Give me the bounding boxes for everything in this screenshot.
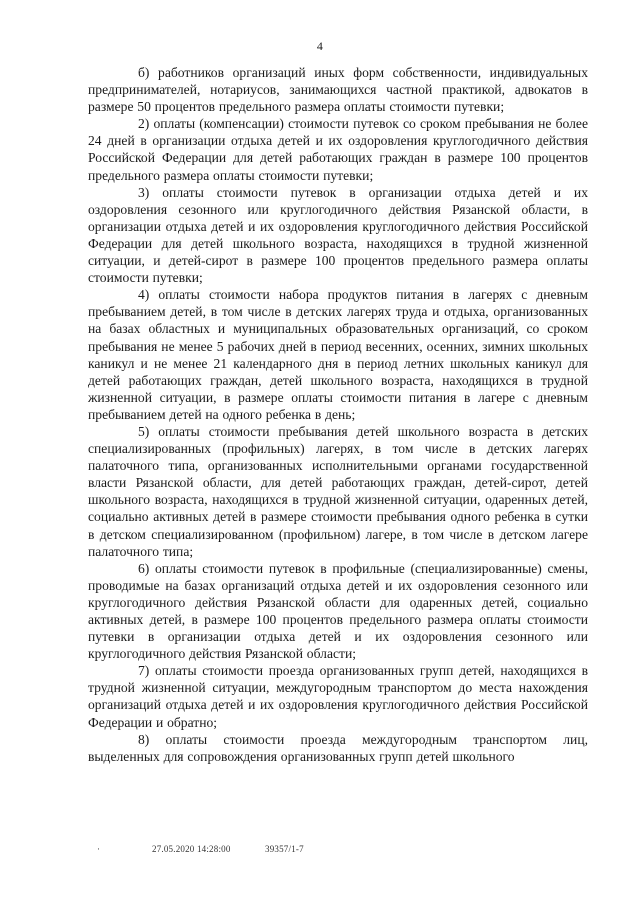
footer-mark: ·: [97, 844, 100, 854]
paragraph-8: 8) оплаты стоимости проезда междугородным транспортом лиц, выделенных для сопровождения организованных групп детей школьного: [88, 731, 588, 764]
paragraph-2: 2) оплаты (компенсации) стоимости путевок со сроком пребывания не более 24 дней в организации отдыха детей и их оздоровления круглогодичного действия Российской Федерации для детей работающих граждан в размере 100 процентов предельного размера оплаты стоимости путевки;: [88, 116, 588, 183]
footer-timestamp: 27.05.2020 14:28:00: [152, 844, 231, 854]
paragraph-6: 6) оплаты стоимости путевок в профильные (специализированные) смены, проводимые на базах организаций отдыха детей и их оздоровления сезонного или круглогодичного действия Рязанской области для одаренных детей, социально активных детей, в размере 100 процентов предельного размера оплаты стоимости путевки в организации отдыха детей и их оздоровления сезонного или круглогодичного действия Рязанской области;: [88, 560, 588, 662]
paragraph-5: 5) оплаты стоимости пребывания детей школьного возраста в детских специализированных (профильных) лагерях, в том числе в детских лагерях палаточного типа, организованных исполнительными органами государственной власти Рязанской области, для детей работающих граждан, детей-сирот, детей школьного возраста, находящихся в трудной жизненной ситуации, одаренных детей, социально активных детей в размере стоимости пребывания одного ребенка в сутки в детском специализированном (профильном) лагере, в том числе в детском лагере палаточного типа;: [88, 423, 588, 559]
page-number: 4: [316, 39, 324, 53]
paragraph-6b: б) работников организаций иных форм собственности, индивидуальных предпринимателей, нотариусов, занимающихся частной практикой, адвокатов в размере 50 процентов предельного размера оплаты стоимости путевки;: [88, 65, 588, 115]
paragraph-7: 7) оплаты стоимости проезда организованных групп детей, находящихся в трудной жизненной ситуации, междугородным транспортом до места нахождения организаций отдыха детей и их оздоровления круглогодичного действия Российской Федерации и обратно;: [88, 663, 588, 730]
page-footer: [0, 844, 640, 858]
paragraph-3: 3) оплаты стоимости путевок в организации отдыха детей и их оздоровления сезонного или круглогодичного действия Рязанской области, в организации отдыха детей и их оздоровления круглогодичного действия Российской Федерации для детей школьного возраста, находящихся в трудной жизненной ситуации, и детей-сирот в размере 100 процентов предельного размера оплаты стоимости путевки;: [88, 184, 588, 286]
footer-doc-id: 39357/1-7: [265, 844, 304, 854]
document-body: [88, 64, 588, 765]
paragraph-4: 4) оплаты стоимости набора продуктов питания в лагерях с дневным пребыванием детей, в том числе в детских лагерях труда и отдыха, организованных на базах областных и муниципальных образовательных организаций, со сроком пребывания не менее 5 рабочих дней в период весенних, осенних, зимних школьных каникул и не менее 21 календарного дня в период летних школьных каникул для детей работающих граждан, детей школьного возраста, находящихся в трудной жизненной ситуации, в размере оплаты стоимости питания в лагере с дневным пребыванием детей на одного ребенка в день;: [88, 287, 588, 422]
